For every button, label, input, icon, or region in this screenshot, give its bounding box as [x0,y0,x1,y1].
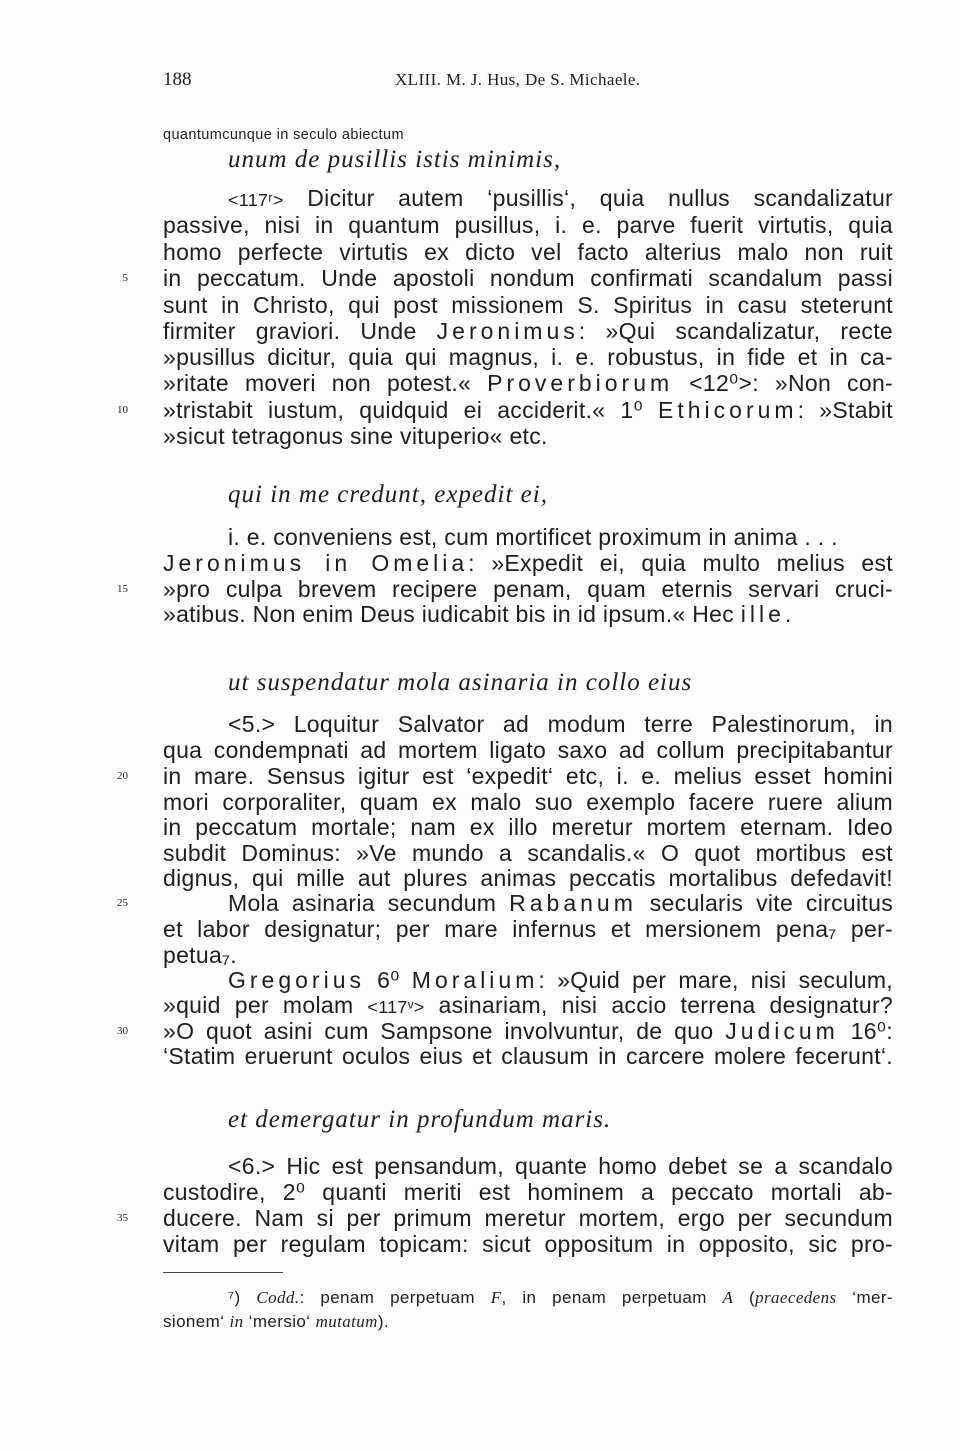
text-segment: »quid per molam [163,992,368,1018]
spaced-name: Jeronimus [436,318,579,344]
text-line [163,212,893,238]
margin-line-number: 5 [122,272,128,284]
text-line [163,601,893,627]
text-line [163,916,893,942]
text-segment: . [784,601,792,627]
text-segment: : »Stabit [797,397,893,423]
text-segment: sunt in Christo, qui post missionem S. Spiritus in casu steterunt [163,292,893,318]
spaced-name: ille [740,601,785,627]
lemma: ut suspendatur mola asinaria in collo eius [228,669,693,696]
text-line [163,292,893,318]
margin-line-number: 25 [117,897,128,909]
text-line [163,942,893,968]
text-segment: »ritate moveri non potest.« [163,370,488,396]
folio-marker: <117ʳ> [228,190,284,210]
running-title: XLIII. M. J. Hus, De S. Michaele. [395,70,641,89]
spaced-name: Proverbiorum [487,370,674,396]
text-line [228,185,893,211]
text-segment: »pro culpa brevem recipere penam, quam eternis servari cruci- [163,576,893,602]
text-segment: subdit Dominus: »Ve mundo a scandalis.« O quot mortibus est [163,840,893,866]
margin-line-number: 35 [117,1212,128,1224]
lemma: qui in me credunt, expedit ei, [228,481,548,508]
footnote-rule [163,1272,283,1273]
text-segment: »sicut tetragonus sine vituperio« etc. [163,423,548,449]
margin-line-number: 10 [117,404,128,416]
text-segment: i. e. conveniens est, cum mortificet proximum in anima . . . [228,524,838,550]
text-line [163,550,893,576]
text-line [163,370,893,396]
text-segment: asinariam, nisi accio terrena designatur? [424,992,893,1018]
text-line [163,576,893,602]
text-line [163,1179,893,1205]
footnote-line [163,1311,893,1333]
italic-segment: F [490,1288,502,1307]
text-segment: secularis vite circuitus [636,890,893,916]
text-segment: et labor designatur; per mare infernus et mersionem pena₇ per- [163,916,893,942]
text-segment: ( [733,1288,756,1307]
italic-segment: mutatum [315,1312,378,1331]
text-segment: petua₇. [163,942,237,968]
text-line [163,239,893,265]
text-line [228,890,893,916]
text-segment: homo perfecte virtutis ex dicto vel facto alterius malo non ruit [163,239,893,265]
text-segment: mori corporaliter, quam ex malo suo exemplo facere ruere alium [163,789,893,815]
text-segment: 16⁰: [838,1018,893,1044]
text-segment: <6.> Hic est pensandum, quante homo debet se a scandalo [228,1153,893,1179]
text-line [163,1231,893,1257]
footnote-line [228,1287,893,1309]
text-line [163,344,893,370]
context-line: quantumcunque in seculo abiectum [163,127,404,143]
page-number: 188 [163,69,192,90]
margin-line-number: 20 [117,770,128,782]
lemma: unum de pusillis istis minimis, [228,146,562,173]
text-line [163,1205,893,1231]
margin-line-number: 30 [117,1025,128,1037]
text-segment: ‘Statim eruerunt oculos eius et clausum in carcere molere fecerunt‘. [163,1043,893,1069]
text-line [228,1153,893,1179]
text-segment: »atibus. Non enim Deus iudicabit bis in id ipsum.« Hec [163,601,741,627]
spaced-name: Moralium [411,967,539,993]
text-segment: <5.> Loquitur Salvator ad modum terre Palestinorum, in [228,711,893,737]
lemma: et demergatur in profundum maris. [228,1106,612,1133]
text-line [163,1043,893,1069]
text-segment: : »Expedit ei, quia multo melius est [468,550,893,576]
text-line [228,711,893,737]
text-line [163,423,893,449]
text-segment: : »Qui scandalizatur, recte [578,318,893,344]
text-line [163,865,893,891]
text-line [163,1018,893,1044]
text-line [163,840,893,866]
text-segment: »tristabit iustum, quidquid ei acciderit.« 1⁰ [163,397,659,423]
text-segment: ducere. Nam si per primum meretur mortem, ergo per secundum [163,1205,893,1231]
text-line [163,265,893,291]
text-segment: »pusillus dicitur, quia qui magnus, i. e. robustus, in fide et in ca- [163,344,893,370]
spaced-name: Judicum [725,1018,839,1044]
text-segment: : penam perpetuam [299,1288,491,1307]
text-segment: Mola asinaria secundum [228,890,510,916]
text-segment: passive, nisi in quantum pusillus, i. e. parve fuerit virtutis, quia [163,212,893,238]
text-segment: dignus, qui mille aut plures animas peccatis mortalibus defedavit! [163,865,893,891]
text-segment: ). [377,1312,390,1331]
text-line [163,814,893,840]
text-segment: sionem‘ [163,1312,230,1331]
text-segment: <12⁰>: »Non con- [673,370,893,396]
text-segment: , in penam perpetuam [501,1288,723,1307]
text-line [163,318,893,344]
italic-segment: A [722,1288,734,1307]
text-line [228,524,893,550]
text-line [163,737,893,763]
spaced-name: Jeronimus in Omelia [163,550,469,576]
spaced-name: Gregorius [228,967,365,993]
text-segment: 6⁰ [364,967,412,993]
spaced-name: Rabanum [509,890,637,916]
text-segment: ‘mer- [836,1288,893,1307]
margin-line-number: 15 [117,583,128,595]
italic-segment: praecedens [755,1288,837,1307]
text-segment: Dicitur autem ‘pusillis‘, quia nullus scandalizatur [283,185,893,211]
text-segment: »O quot asini cum Sampsone involvuntur, de quo [163,1018,726,1044]
text-segment: in peccatum mortale; nam ex illo meretur mortem eternam. Ideo [163,814,893,840]
text-segment: ‘mersio‘ [243,1312,316,1331]
text-segment: : »Quid per mare, nisi seculum, [538,967,893,993]
text-segment: qua condempnati ad mortem ligato saxo ad collum precipitabantur [163,737,893,763]
text-segment: in peccatum. Unde apostoli nondum confirmati scandalum passi [163,265,893,291]
text-line [163,397,893,423]
spaced-name: Ethicorum [658,397,798,423]
text-segment: in mare. Sensus igitur est ‘expedit‘ etc, i. e. melius esset homini [163,763,893,789]
text-segment: ⁷) [228,1288,257,1307]
text-line [228,967,893,993]
text-line [163,789,893,815]
text-segment: vitam per regulam topicam: sicut oppositum in opposito, sic pro- [163,1231,893,1257]
text-segment: custodire, 2⁰ quanti meriti est hominem a peccato mortali ab- [163,1179,893,1205]
folio-marker: <117ᵛ> [367,997,425,1017]
italic-segment: Codd. [256,1288,300,1307]
text-segment: firmiter graviori. Unde [163,318,437,344]
text-line [163,992,893,1018]
text-line [163,763,893,789]
italic-segment: in [229,1312,244,1331]
